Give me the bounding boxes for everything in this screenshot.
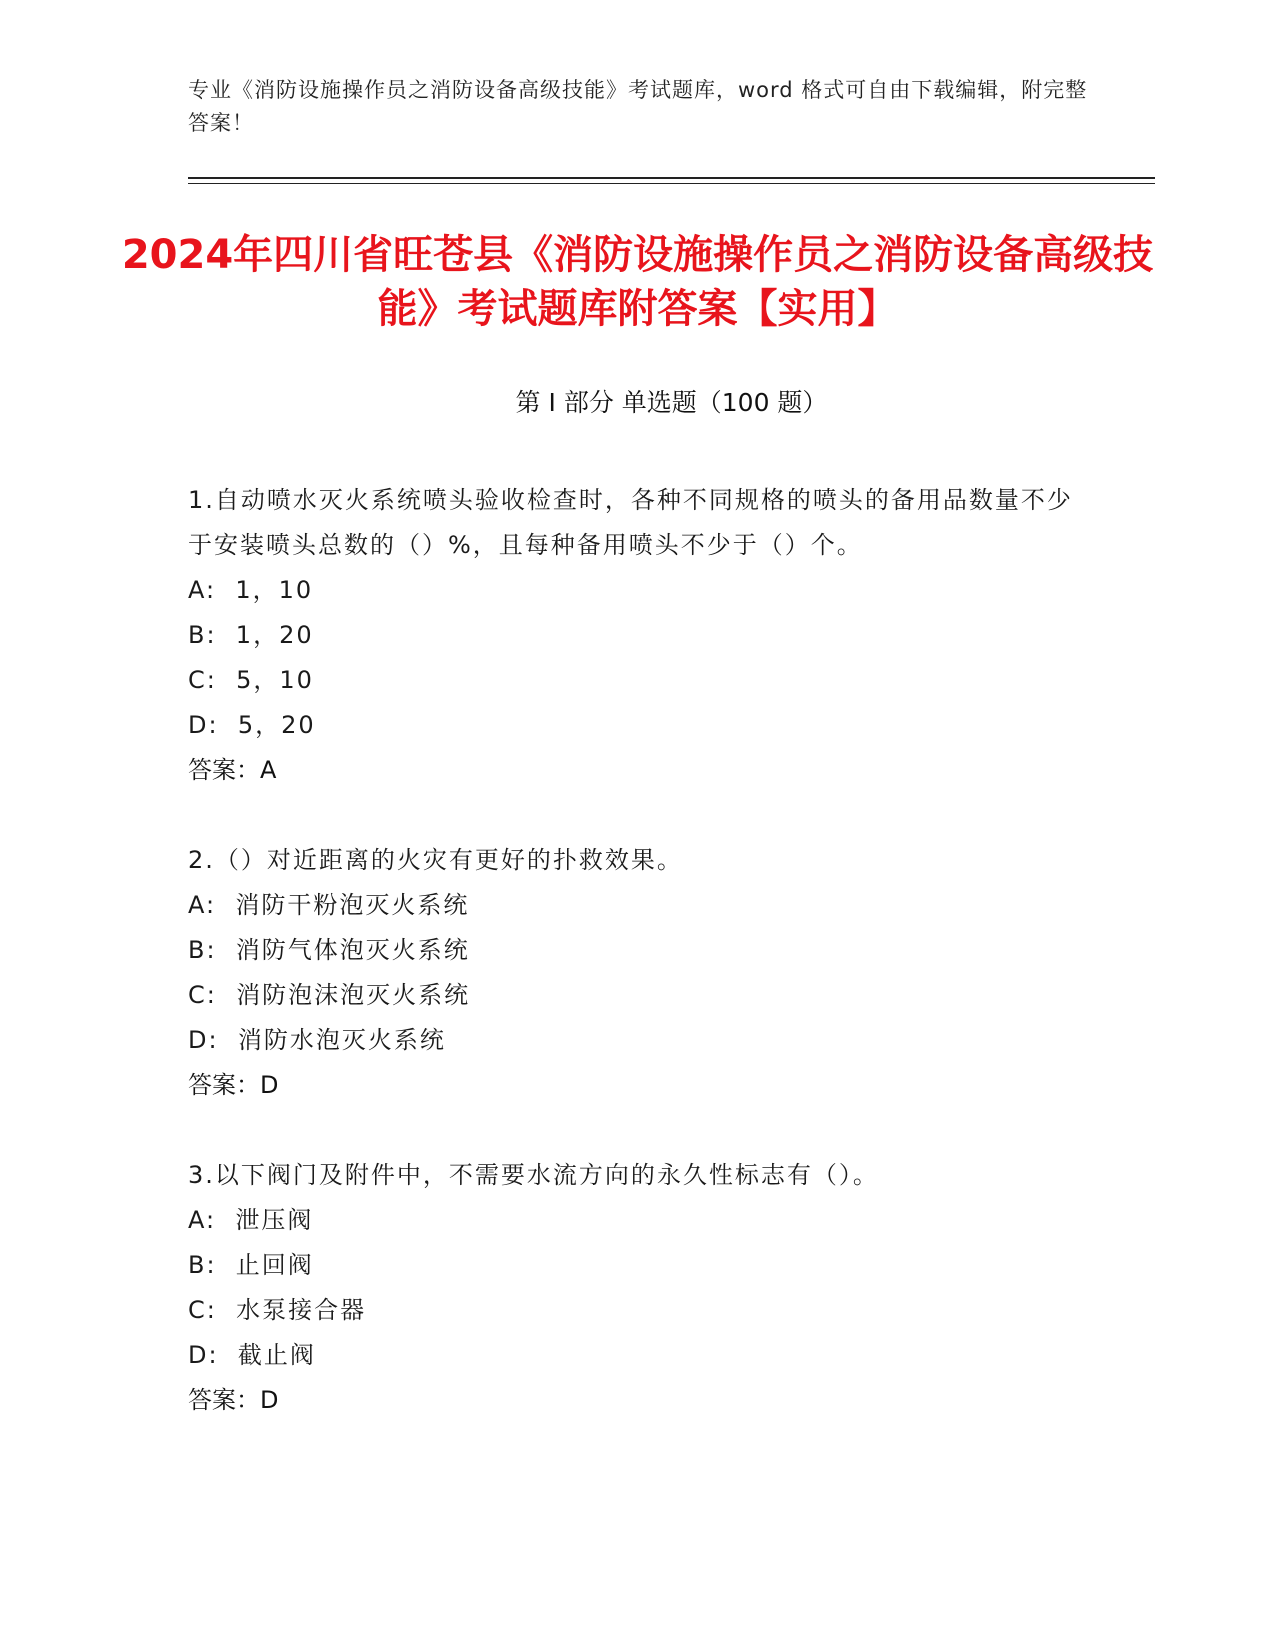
question-option: D: 5，20 — [188, 711, 316, 739]
question-option: A: 泄压阀 — [188, 1206, 314, 1234]
question-option: C: 5，10 — [188, 666, 314, 694]
section-heading: 第 I 部分 单选题（100 题） — [515, 388, 828, 417]
question-option: B: 止回阀 — [188, 1251, 314, 1279]
question-answer: 答案：A — [188, 756, 277, 784]
question-option: A: 1，10 — [188, 576, 314, 604]
question-option: D: 截止阀 — [188, 1341, 316, 1369]
question-option: B: 1，20 — [188, 621, 314, 649]
question-option: C: 水泵接合器 — [188, 1296, 367, 1324]
question-stem: 1.自动喷水灭火系统喷头验收检查时，各种不同规格的喷头的备用品数量不少于安装喷头总数的（）%，且每种备用喷头不少于（）个。 — [188, 486, 1073, 559]
question-option: D: 消防水泡灭火系统 — [188, 1026, 446, 1054]
question-stem: 2.（）对近距离的火灾有更好的扑救效果。 — [188, 846, 683, 874]
question-answer: 答案：D — [188, 1386, 279, 1414]
question-item — [188, 478, 1088, 793]
header-note: 专业《消防设施操作员之消防设备高级技能》考试题库，word 格式可自由下载编辑，附完整答案！ — [188, 78, 1088, 135]
question-option: A: 消防干粉泡灭火系统 — [188, 891, 470, 919]
question-option: C: 消防泡沫泡灭火系统 — [188, 981, 471, 1009]
question-item — [188, 1153, 1088, 1423]
question-stem: 3.以下阀门及附件中，不需要水流方向的永久性标志有（）。 — [188, 1161, 879, 1189]
question-item — [188, 838, 1088, 1108]
document-title: 2024年四川省旺苍县《消防设施操作员之消防设备高级技能》考试题库附答案【实用】 — [121, 232, 1154, 332]
question-option: B: 消防气体泡灭火系统 — [188, 936, 470, 964]
header-divider-thick — [188, 177, 1155, 179]
question-answer: 答案：D — [188, 1071, 279, 1099]
header-divider-thin — [188, 183, 1155, 184]
question-list — [188, 478, 1088, 1468]
